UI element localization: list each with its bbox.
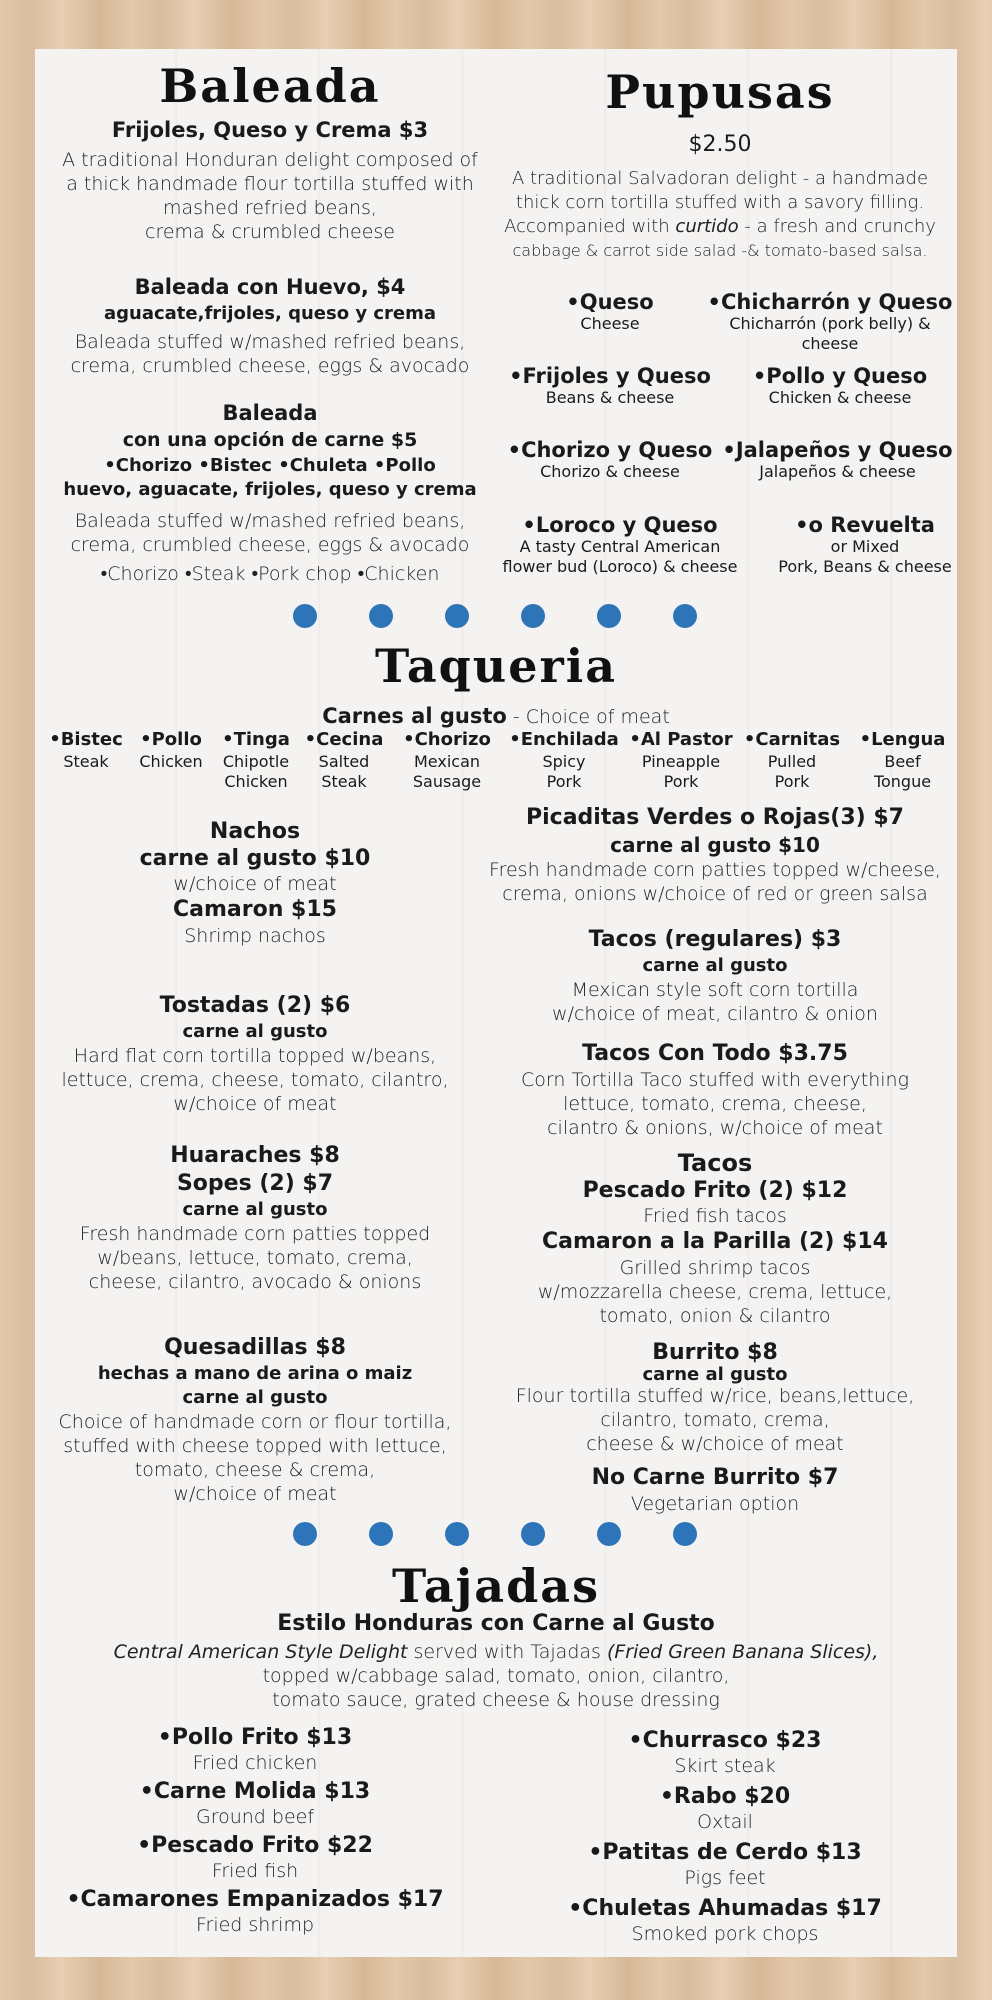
pupusa-option-pollo: •Pollo y Queso Chicken & cheese [752, 364, 928, 407]
divider-dot [521, 604, 545, 628]
divider-dot [369, 604, 393, 628]
baleada-item3-meats-en: •Chorizo •Steak •Pork chop •Chicken [100, 563, 440, 585]
pupusas-price: $2.50 [688, 132, 752, 157]
pupusas-title: Pupusas [605, 65, 835, 119]
taqueria-title: Taqueria [374, 639, 618, 693]
pupusa-option-jalapenos: •Jalapeños y Queso Jalapeños & cheese [722, 438, 953, 481]
carnes-al-gusto-heading: Carnes al gusto - Choice of meat [322, 704, 670, 728]
pupusa-option-loroco: •Loroco y Queso A tasty Central American flower bud (Loroco) & cheese [502, 513, 738, 576]
huaraches-sopes-section: Huaraches $8 Sopes (2) $7 carne al gusto Fresh handmade corn patties topped w/beans, lettuce, tomato, crema, cheese, cilantro, avocado & onions [79, 1143, 431, 1293]
divider-dot [521, 1522, 545, 1546]
baleada-item3-desc: Baleada stuffed w/mashed refried beans, crema, crumbled cheese, eggs & avocado [70, 510, 470, 556]
baleada-item2-desc: Baleada stuffed w/mashed refried beans, crema, crumbled cheese, eggs & avocado [70, 331, 470, 377]
meat-cecina: •Cecina Salted Steak [304, 729, 384, 791]
baleada-item1-desc: A traditional Honduran delight composed of a thick handmade flour tortilla stuffed with mashed refried beans, crema & crumbled cheese [62, 149, 478, 243]
pupusa-option-chorizo: •Chorizo y Queso Chorizo & cheese [507, 438, 713, 481]
meat-tinga: •Tinga Chipotle Chicken [222, 729, 290, 791]
nachos-section: Nachos carne al gusto $10 w/choice of meat Camaron $15 Shrimp nachos [139, 819, 371, 947]
meat-enchilada: •Enchilada Spicy Pork [509, 729, 619, 791]
pupusas-desc: A traditional Salvadoran delight - a handmade thick corn tortilla stuffed with a savory filling. Accompanied with curtido - a fresh and crunchy cabbage & carrot side salad -& tomato-based salsa. [504, 168, 936, 260]
quesadillas-section: Quesadillas $8 hechas a mano de arina o maiz carne al gusto Choice of handmade corn or flour tortilla, stuffed with cheese topped with lettuce, tomato, cheese & crema, w/choice of meat [58, 1335, 452, 1505]
baleada-item2-name: Baleada con Huevo, $4 [134, 275, 406, 299]
tajadas-item: •Carne Molida $13 Ground beef [139, 1779, 371, 1828]
meat-carnitas: •Carnitas Pulled Pork [743, 729, 841, 791]
divider-dot [369, 1522, 393, 1546]
baleada-item3-name: Baleada [222, 401, 318, 425]
divider-dot [445, 1522, 469, 1546]
divider-dot [673, 604, 697, 628]
no-carne-burrito-section: No Carne Burrito $7 Vegetarian option [591, 1465, 839, 1515]
divider-dot [673, 1522, 697, 1546]
meat-bistec: •Bistec Steak [49, 729, 123, 771]
divider-dot [597, 1522, 621, 1546]
baleada-title: Baleada [159, 59, 381, 113]
divider-dot [445, 604, 469, 628]
tacos-regulares-section: Tacos (regulares) $3 carne al gusto Mexican style soft corn tortilla w/choice of meat, cilantro & onion [552, 927, 878, 1025]
tajadas-item: •Rabo $20 Oxtail [659, 1784, 791, 1833]
tajadas-item: •Chuletas Ahumadas $17 Smoked pork chops [568, 1896, 882, 1945]
tajadas-item: •Patitas de Cerdo $13 Pigs feet [588, 1840, 862, 1889]
baleada-item1-name: Frijoles, Queso y Crema $3 [111, 118, 429, 142]
baleada-item3-sub: huevo, aguacate, frijoles, queso y crema [63, 479, 477, 500]
divider-dot [293, 1522, 317, 1546]
tajadas-item: •Camarones Empanizados $17 Fried shrimp [66, 1887, 444, 1936]
pupusa-option-frijoles: •Frijoles y Queso Beans & cheese [509, 364, 711, 407]
tostadas-section: Tostadas (2) $6 carne al gusto Hard flat corn tortilla topped w/beans, lettuce, crema, cheese, tomato, cilantro, w/choice of meat [61, 993, 449, 1115]
tajadas-item: •Churrasco $23 Skirt steak [628, 1728, 822, 1777]
meat-al-pastor: •Al Pastor Pineapple Pork [629, 729, 733, 791]
baleada-item3-line2: con una opción de carne $5 [122, 429, 418, 451]
baleada-item2-sub: aguacate,frijoles, queso y crema [104, 303, 436, 324]
divider-dot [293, 604, 317, 628]
pupusa-option-chicharron: •Chicharrón y Queso Chicharrón (pork belly) & cheese [707, 290, 953, 353]
tajadas-item: •Pollo Frito $13 Fried chicken [157, 1725, 353, 1774]
tacos-specials-section: Tacos Pescado Frito (2) $12 Fried fish tacos Camaron a la Parilla (2) $14 Grilled shrimp tacos w/mozzarella cheese, crema, lettuce, tomato, onion & cilantro [537, 1149, 893, 1327]
meat-pollo: •Pollo Chicken [139, 729, 203, 771]
meat-lengua: •Lengua Beef Tongue [859, 729, 946, 791]
tajadas-desc: Central American Style Delight served with Tajadas (Fried Green Banana Slices), topped w/cabbage salad, tomato, onion, cilantro, tomato sauce, grated cheese & house dressing [113, 1641, 879, 1711]
pupusa-option-queso: •Queso Cheese [566, 290, 654, 333]
tajadas-left-list [40, 1725, 470, 1937]
pupusa-option-revuelta: •o Revuelta or Mixed Pork, Beans & cheese [778, 513, 952, 576]
tacos-con-todo-section: Tacos Con Todo $3.75 Corn Tortilla Taco stuffed with everything lettuce, tomato, crema, cheese, cilantro & onions, w/choice of meat [521, 1041, 909, 1139]
picaditas-section: Picaditas Verdes o Rojas(3) $7 carne al gusto $10 Fresh handmade corn patties topped w/cheese, crema, onions w/choice of red or green salsa [489, 805, 941, 905]
divider-dot [597, 604, 621, 628]
baleada-item3-meats: •Chorizo •Bistec •Chuleta •Pollo [104, 455, 436, 476]
tajadas-item: •Pescado Frito $22 Fried fish [137, 1833, 373, 1882]
meat-chorizo: •Chorizo Mexican Sausage [403, 729, 491, 791]
tajadas-title: Tajadas [392, 1559, 600, 1613]
tajadas-right-list [500, 1728, 950, 1946]
tajadas-subtitle: Estilo Honduras con Carne al Gusto [277, 1611, 715, 1636]
burrito-section: Burrito $8 carne al gusto Flour tortilla stuffed w/rice, beans,lettuce, cilantro, tomato, crema, cheese & w/choice of meat [515, 1340, 915, 1455]
